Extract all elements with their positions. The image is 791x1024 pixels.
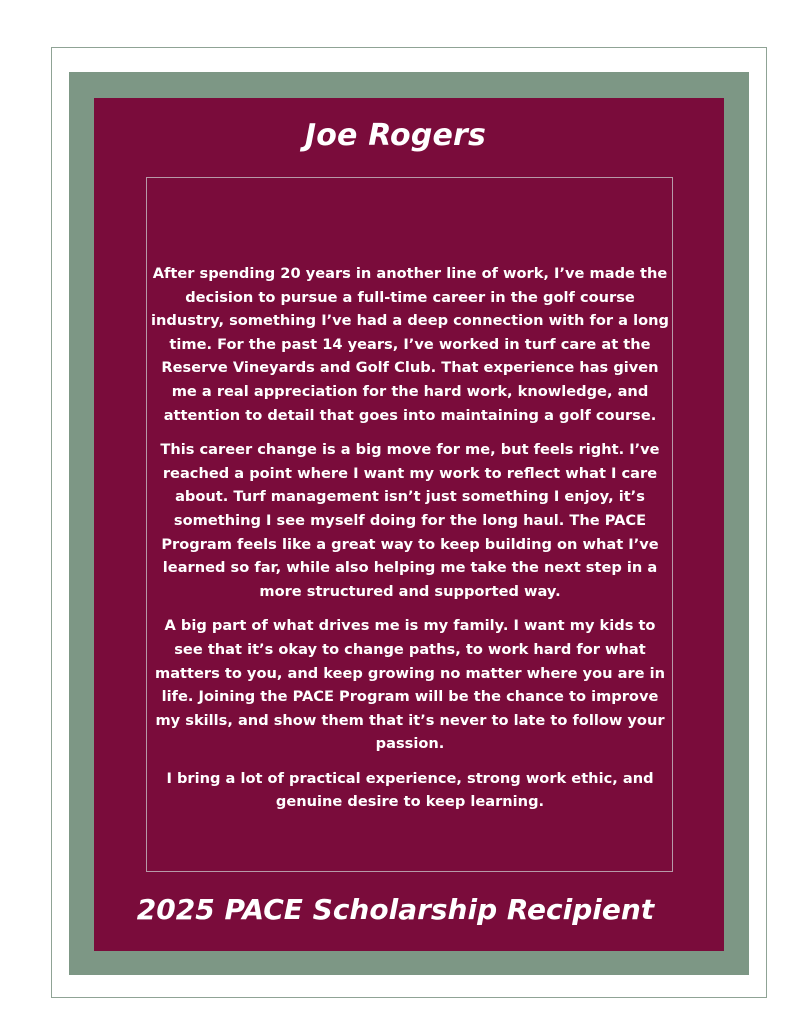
essay-paragraph-2: This career change is a big move for me, but feels right. I’ve reached a point where I want my work to reflect what I care about. Turf management isn’t just something I enjoy, it’s something I see myself doing for the long haul. The PACE Program feels like a great way to keep building on what I’ve learned so far, while also helping me take the next step in a more structured and supported way.: [160, 441, 660, 600]
scholarship-title: 2025 PACE Scholarship Recipient: [136, 893, 655, 926]
recipient-name: Joe Rogers: [304, 118, 487, 153]
essay-text: [150, 262, 670, 825]
essay-paragraph-4: I bring a lot of practical experience, strong work ethic, and genuine desire to keep learning.: [166, 769, 654, 811]
essay-paragraph-3: A big part of what drives me is my family. I want my kids to see that it’s okay to change paths, to work hard for what matters to you, and keep growing no matter where you are in life. Joining the PACE Program will be the chance to improve my skills, and show them that it’s never to late to follow your passion.: [154, 617, 666, 753]
essay-paragraph-1: After spending 20 years in another line of work, I’ve made the decision to pursue a full-time career in the golf course industry, something I’ve had a deep connection with for a long time. For the past 14 years, I’ve worked in turf care at the Reserve Vineyards and Golf Club. That experience has given me a real appreciation for the hard work, knowledge, and attention to detail that goes into maintaining a golf course.: [151, 265, 669, 424]
